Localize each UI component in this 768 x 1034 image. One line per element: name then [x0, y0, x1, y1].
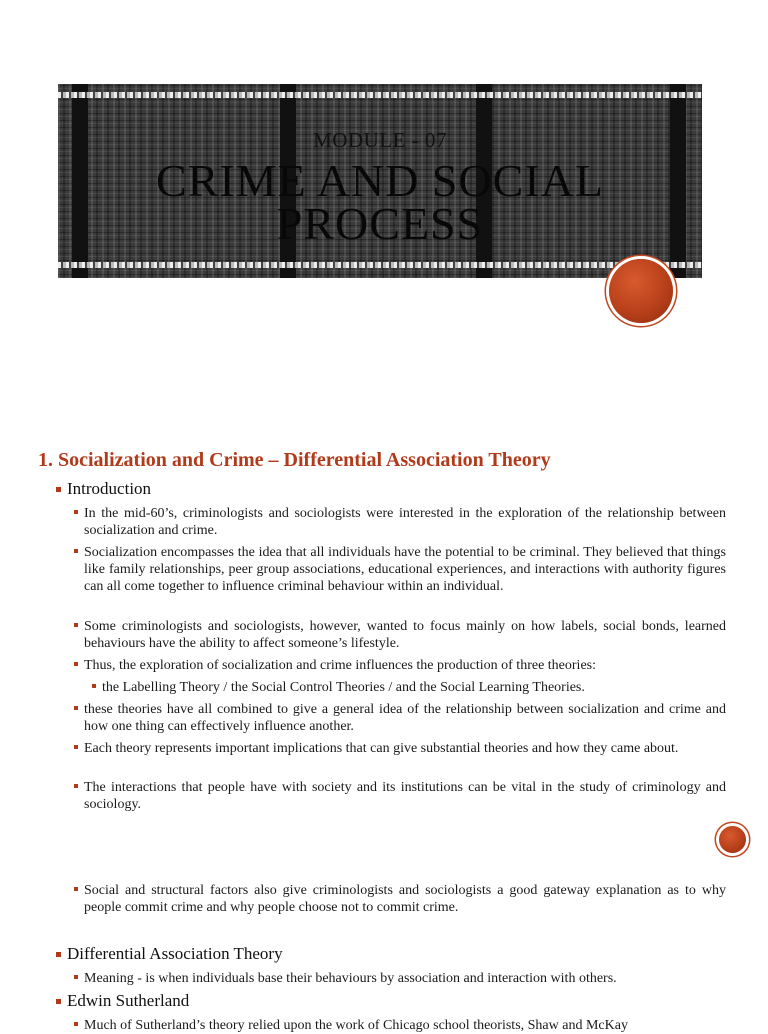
list-item: [74, 882, 726, 916]
list-item: [74, 505, 726, 539]
list-item: [74, 779, 726, 813]
bullet-label: Introduction: [67, 479, 152, 498]
list-item-text: these theories have all combined to give a general idea of the relationship between socialization and crime and how one thing can effectively influence another.: [84, 702, 726, 734]
bullet-marker: [74, 784, 78, 788]
section-heading: 1. Socialization and Crime – Differential Association Theory: [38, 449, 551, 471]
list-item: [74, 657, 726, 674]
list-item-text: Meaning - is when individuals base their behaviours by association and interaction with others.: [84, 971, 617, 986]
slide-title-line-1: CRIME AND SOCIAL: [156, 155, 604, 206]
bullet-label: Edwin Sutherland: [67, 991, 190, 1010]
list-item: [74, 618, 726, 652]
list-item-text: Social and structural factors also give criminologists and sociologists a good gateway explanation as to why people commit crime and why people choose not to commit crime.: [84, 883, 726, 915]
decorative-orb: [719, 826, 746, 853]
bullet-marker: [74, 549, 78, 553]
bullet-marker: [56, 952, 61, 957]
decorative-orb: [609, 259, 673, 323]
list-item: [74, 544, 726, 595]
bullet-marker: [74, 745, 78, 749]
bullet-marker: [56, 487, 61, 492]
list-item-text: In the mid-60’s, criminologists and sociologists were interested in the exploration of the relationship between socialization and crime.: [84, 506, 726, 538]
list-item-text: The interactions that people have with society and its institutions can be vital in the study of criminology and sociology.: [84, 780, 726, 812]
bullet-marker: [74, 662, 78, 666]
bullet-label: Differential Association Theory: [67, 944, 283, 963]
bullet-edwin-sutherland: [56, 991, 189, 1011]
bullet-marker: [74, 706, 78, 710]
title-banner: [58, 84, 702, 278]
bullet-marker: [74, 975, 78, 979]
bullet-differential-association: [56, 944, 283, 964]
list-item-text: Thus, the exploration of socialization and crime influences the production of three theories:: [84, 658, 596, 673]
bullet-marker: [74, 623, 78, 627]
banner-band: [58, 262, 702, 268]
list-item-text: Socialization encompasses the idea that all individuals have the potential to be criminal. They believed that things like family relationships, peer group associations, educational experiences, and interactions with authority figures can all come together to influence criminal behaviour within an individual.: [84, 545, 726, 594]
list-item: [74, 740, 726, 757]
list-item: [74, 1017, 726, 1034]
bullet-marker: [56, 999, 61, 1004]
bullet-introduction: [56, 479, 151, 499]
list-item-text: the Labelling Theory / the Social Control Theories / and the Social Learning Theories.: [102, 680, 585, 695]
list-item-text: Each theory represents important implications that can give substantial theories and how they came about.: [84, 741, 679, 756]
list-item-text: Much of Sutherland’s theory relied upon the work of Chicago school theorists, Shaw and McKay: [84, 1018, 628, 1033]
list-item-text: Some criminologists and sociologists, however, wanted to focus mainly on how labels, social bonds, learned behaviours have the ability to affect someone’s lifestyle.: [84, 619, 726, 651]
module-label: MODULE - 07: [313, 128, 447, 152]
bullet-marker: [92, 684, 96, 688]
banner-band: [58, 92, 702, 98]
bullet-marker: [74, 510, 78, 514]
slide-title-line-2: PROCESS: [276, 198, 484, 249]
list-item: [74, 701, 726, 735]
bullet-marker: [74, 887, 78, 891]
list-item: [74, 970, 726, 987]
bullet-marker: [74, 1022, 78, 1026]
sub-list-item: [92, 679, 722, 696]
